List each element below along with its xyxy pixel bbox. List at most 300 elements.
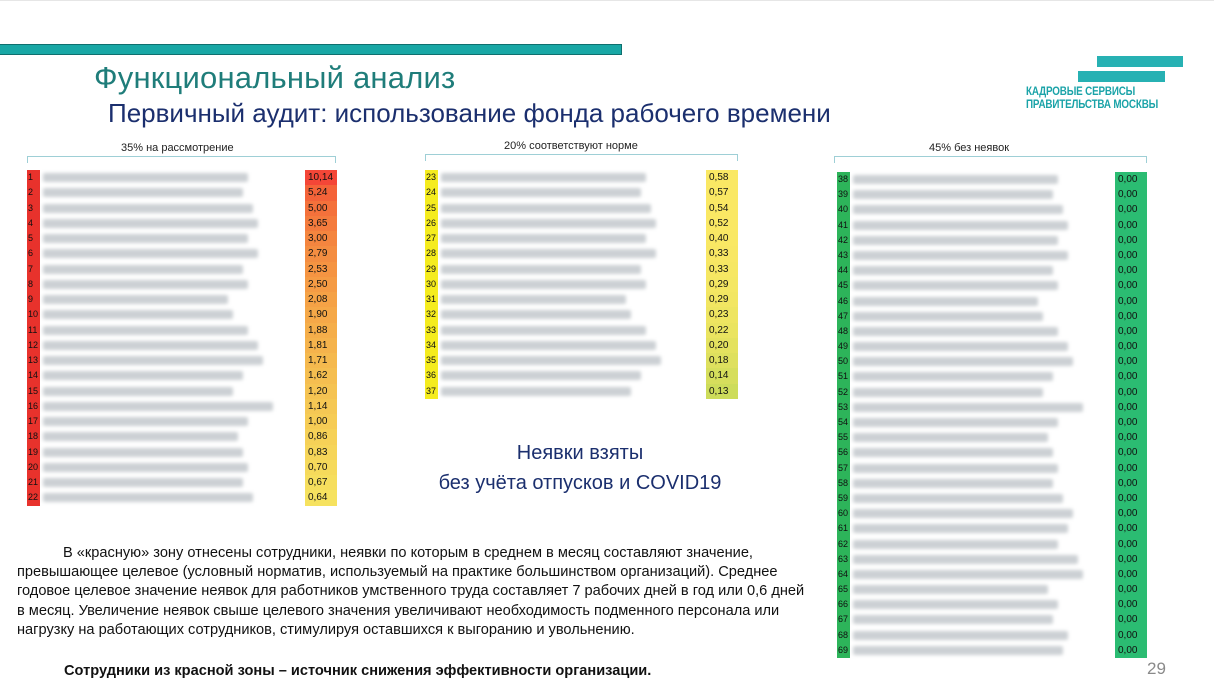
employee-name-blurred xyxy=(853,221,1068,230)
absence-value: 0,00 xyxy=(1115,415,1147,430)
table-row xyxy=(27,384,338,399)
logo-bar-1 xyxy=(1097,56,1183,67)
employee-name-blurred xyxy=(441,387,631,396)
red-group-bracket xyxy=(27,156,336,163)
employee-name-blurred xyxy=(853,312,1043,321)
explanation-paragraph xyxy=(17,544,807,640)
row-number: 42 xyxy=(837,233,850,248)
absence-value: 0,00 xyxy=(1115,476,1147,491)
employee-name-blurred xyxy=(853,205,1063,214)
absence-value: 0,00 xyxy=(1115,248,1147,263)
logo-line-2: ПРАВИТЕЛЬСТВА МОСКВЫ xyxy=(1026,97,1159,111)
table-row xyxy=(837,187,1149,202)
row-number: 27 xyxy=(425,231,438,246)
table-row xyxy=(837,202,1149,217)
absence-value: 0,00 xyxy=(1115,491,1147,506)
row-number: 37 xyxy=(425,384,438,399)
employee-name-blurred xyxy=(43,387,233,396)
row-number: 65 xyxy=(837,582,850,597)
employee-name-blurred xyxy=(853,555,1078,564)
employee-name-blurred xyxy=(853,540,1058,549)
row-number: 56 xyxy=(837,445,850,460)
row-number: 24 xyxy=(425,185,438,200)
row-number: 69 xyxy=(837,643,850,658)
employee-name-blurred xyxy=(43,249,258,258)
employee-name-blurred xyxy=(853,388,1043,397)
row-number: 55 xyxy=(837,430,850,445)
red-group-label: 35% на рассмотрение xyxy=(121,142,234,154)
row-number: 15 xyxy=(27,384,40,399)
employee-name-blurred xyxy=(441,356,661,365)
row-number: 1 xyxy=(27,170,40,185)
row-number: 39 xyxy=(837,187,850,202)
row-number: 48 xyxy=(837,324,850,339)
absence-value: 3,65 xyxy=(305,216,337,231)
row-number: 12 xyxy=(27,338,40,353)
absence-value: 0,67 xyxy=(305,475,337,490)
employee-name-blurred xyxy=(441,249,656,258)
table-row xyxy=(27,490,338,505)
table-row xyxy=(425,170,740,185)
table-row xyxy=(425,323,740,338)
absence-value: 0,00 xyxy=(1115,552,1147,567)
row-number: 31 xyxy=(425,292,438,307)
absence-value: 0,33 xyxy=(706,262,738,277)
employee-name-blurred xyxy=(853,494,1063,503)
absence-value: 0,70 xyxy=(305,460,337,475)
row-number: 50 xyxy=(837,354,850,369)
row-number: 64 xyxy=(837,567,850,582)
row-number: 60 xyxy=(837,506,850,521)
employee-name-blurred xyxy=(853,342,1068,351)
employee-name-blurred xyxy=(853,646,1063,655)
row-number: 43 xyxy=(837,248,850,263)
absence-value: 5,00 xyxy=(305,201,337,216)
absence-value: 0,57 xyxy=(706,185,738,200)
employee-name-blurred xyxy=(43,280,248,289)
employee-name-blurred xyxy=(441,234,646,243)
row-number: 8 xyxy=(27,277,40,292)
table-row xyxy=(837,324,1149,339)
absence-value: 10,14 xyxy=(305,170,337,185)
employee-name-blurred xyxy=(853,524,1068,533)
absence-value: 0,00 xyxy=(1115,582,1147,597)
absence-value: 0,00 xyxy=(1115,612,1147,627)
row-number: 41 xyxy=(837,218,850,233)
row-number: 57 xyxy=(837,461,850,476)
absence-value: 2,50 xyxy=(305,277,337,292)
absence-value: 2,79 xyxy=(305,246,337,261)
table-row xyxy=(27,445,338,460)
table-row xyxy=(27,277,338,292)
table-row xyxy=(837,445,1149,460)
table-row xyxy=(27,414,338,429)
row-number: 26 xyxy=(425,216,438,231)
absence-value: 0,00 xyxy=(1115,218,1147,233)
employee-name-blurred xyxy=(43,173,248,182)
absence-value: 0,54 xyxy=(706,201,738,216)
table-row xyxy=(27,460,338,475)
employee-name-blurred xyxy=(43,295,228,304)
table-row xyxy=(27,368,338,383)
absence-value: 1,20 xyxy=(305,384,337,399)
page-number: 29 xyxy=(1147,659,1166,678)
row-number: 47 xyxy=(837,309,850,324)
employee-name-blurred xyxy=(853,327,1058,336)
absence-value: 1,71 xyxy=(305,353,337,368)
table-row xyxy=(837,491,1149,506)
row-number: 44 xyxy=(837,263,850,278)
absence-value: 2,08 xyxy=(305,292,337,307)
absence-value: 0,52 xyxy=(706,216,738,231)
table-row xyxy=(425,216,740,231)
employee-name-blurred xyxy=(43,478,243,487)
employee-name-blurred xyxy=(43,417,248,426)
employee-name-blurred xyxy=(853,251,1068,260)
absence-value: 0,40 xyxy=(706,231,738,246)
employee-name-blurred xyxy=(43,448,243,457)
table-row xyxy=(837,628,1149,643)
absence-value: 0,00 xyxy=(1115,369,1147,384)
table-row xyxy=(837,233,1149,248)
table-row xyxy=(837,218,1149,233)
employee-name-blurred xyxy=(853,175,1058,184)
employee-name-blurred xyxy=(43,188,243,197)
top-divider xyxy=(0,0,1214,1)
table-row xyxy=(837,400,1149,415)
absence-value: 0,22 xyxy=(706,323,738,338)
note-line-2: без учёта отпусков и COVID19 xyxy=(438,472,722,494)
employee-name-blurred xyxy=(441,219,656,228)
absence-value: 1,81 xyxy=(305,338,337,353)
green-group-bracket xyxy=(834,156,1147,163)
employee-name-blurred xyxy=(441,188,641,197)
employee-name-blurred xyxy=(853,585,1048,594)
absence-value: 0,00 xyxy=(1115,400,1147,415)
green-group-label: 45% без неявок xyxy=(929,142,1010,154)
table-row xyxy=(27,246,338,261)
accent-bar xyxy=(0,44,622,55)
table-row xyxy=(425,231,740,246)
row-number: 54 xyxy=(837,415,850,430)
absence-value: 0,00 xyxy=(1115,537,1147,552)
absence-value: 0,00 xyxy=(1115,309,1147,324)
absence-value: 0,86 xyxy=(305,429,337,444)
row-number: 33 xyxy=(425,323,438,338)
employee-name-blurred xyxy=(853,570,1083,579)
table-row xyxy=(837,552,1149,567)
table-row xyxy=(27,475,338,490)
row-number: 7 xyxy=(27,262,40,277)
employee-name-blurred xyxy=(853,448,1053,457)
table-row xyxy=(425,368,740,383)
employee-name-blurred xyxy=(43,356,263,365)
employee-name-blurred xyxy=(43,463,248,472)
table-row xyxy=(425,201,740,216)
row-number: 17 xyxy=(27,414,40,429)
absence-value: 1,00 xyxy=(305,414,337,429)
table-row xyxy=(425,185,740,200)
row-number: 22 xyxy=(27,490,40,505)
table-row xyxy=(837,369,1149,384)
row-number: 11 xyxy=(27,323,40,338)
row-number: 52 xyxy=(837,385,850,400)
employee-name-blurred xyxy=(43,265,243,274)
absence-value: 5,24 xyxy=(305,185,337,200)
absence-value: 0,13 xyxy=(706,384,738,399)
employee-name-blurred xyxy=(853,281,1058,290)
row-number: 61 xyxy=(837,521,850,536)
row-number: 53 xyxy=(837,400,850,415)
employee-name-blurred xyxy=(853,297,1038,306)
table-row xyxy=(837,537,1149,552)
employee-name-blurred xyxy=(43,204,253,213)
absence-value: 2,53 xyxy=(305,262,337,277)
absence-value: 0,00 xyxy=(1115,324,1147,339)
absence-value: 0,29 xyxy=(706,292,738,307)
employee-name-blurred xyxy=(441,371,641,380)
employee-name-blurred xyxy=(441,310,631,319)
row-number: 63 xyxy=(837,552,850,567)
absence-value: 0,18 xyxy=(706,353,738,368)
table-row xyxy=(425,384,740,399)
row-number: 9 xyxy=(27,292,40,307)
table-row xyxy=(27,399,338,414)
row-number: 35 xyxy=(425,353,438,368)
row-number: 13 xyxy=(27,353,40,368)
table-row xyxy=(837,339,1149,354)
table-row xyxy=(837,354,1149,369)
row-number: 62 xyxy=(837,537,850,552)
table-row xyxy=(837,248,1149,263)
absence-value: 0,00 xyxy=(1115,278,1147,293)
row-number: 49 xyxy=(837,339,850,354)
logo-text xyxy=(1026,85,1158,111)
table-row xyxy=(837,582,1149,597)
row-number: 5 xyxy=(27,231,40,246)
absence-value: 0,00 xyxy=(1115,187,1147,202)
absence-value: 0,00 xyxy=(1115,567,1147,582)
absence-value: 0,00 xyxy=(1115,643,1147,658)
employee-name-blurred xyxy=(853,190,1053,199)
employee-name-blurred xyxy=(853,266,1053,275)
employee-name-blurred xyxy=(43,402,273,411)
page-title: Функциональный анализ xyxy=(94,60,456,95)
table-row xyxy=(837,430,1149,445)
table-row xyxy=(27,170,338,185)
row-number: 46 xyxy=(837,294,850,309)
absence-value: 0,29 xyxy=(706,277,738,292)
logo-line-1: КАДРОВЫЕ СЕРВИСЫ xyxy=(1026,84,1136,98)
table-row xyxy=(27,323,338,338)
absence-value: 0,00 xyxy=(1115,597,1147,612)
absence-value: 0,00 xyxy=(1115,172,1147,187)
employee-name-blurred xyxy=(853,418,1058,427)
yellow-group-label: 20% соответствуют норме xyxy=(504,140,638,152)
table-row xyxy=(837,172,1149,187)
row-number: 58 xyxy=(837,476,850,491)
absence-value: 1,88 xyxy=(305,323,337,338)
table-row xyxy=(837,309,1149,324)
table-row xyxy=(27,429,338,444)
red-zone-table xyxy=(27,170,338,506)
employee-name-blurred xyxy=(853,479,1053,488)
row-number: 18 xyxy=(27,429,40,444)
employee-name-blurred xyxy=(853,509,1073,518)
employee-name-blurred xyxy=(43,493,253,502)
row-number: 3 xyxy=(27,201,40,216)
absence-value: 0,00 xyxy=(1115,461,1147,476)
table-row xyxy=(425,338,740,353)
absence-value: 0,33 xyxy=(706,246,738,261)
absence-value: 0,00 xyxy=(1115,263,1147,278)
employee-name-blurred xyxy=(853,433,1048,442)
absence-value: 0,00 xyxy=(1115,506,1147,521)
employee-name-blurred xyxy=(853,403,1083,412)
row-number: 38 xyxy=(837,172,850,187)
absence-value: 0,00 xyxy=(1115,385,1147,400)
employee-name-blurred xyxy=(43,326,248,335)
table-row xyxy=(425,262,740,277)
yellow-zone-table xyxy=(425,170,740,399)
table-row xyxy=(27,292,338,307)
employee-name-blurred xyxy=(441,204,651,213)
employee-name-blurred xyxy=(43,432,238,441)
row-number: 45 xyxy=(837,278,850,293)
table-row xyxy=(837,385,1149,400)
table-row xyxy=(837,263,1149,278)
table-row xyxy=(837,415,1149,430)
row-number: 67 xyxy=(837,612,850,627)
table-row xyxy=(27,216,338,231)
row-number: 20 xyxy=(27,460,40,475)
absence-value: 1,90 xyxy=(305,307,337,322)
table-row xyxy=(425,246,740,261)
explanation-text: В «красную» зону отнесены сотрудники, неявки по которым в среднем в месяц составляют значение, превышающее целевое (условный норматив, используемый на практике большинством организаций). Среднее годовое целевое значение неявок для работников умственного труда составляет 7 рабочих дней в год или 0,6 дней в месяц. Увеличение неявок свыше целевого значения увеличивают необходимость подменного персонала или нагрузку на работающих сотрудников, стимулируя оставшихся к выгоранию и увольнению. xyxy=(17,545,805,638)
table-row xyxy=(837,567,1149,582)
row-number: 6 xyxy=(27,246,40,261)
absence-value: 0,23 xyxy=(706,307,738,322)
row-number: 16 xyxy=(27,399,40,414)
row-number: 29 xyxy=(425,262,438,277)
absence-value: 0,00 xyxy=(1115,445,1147,460)
absence-value: 0,83 xyxy=(305,445,337,460)
table-row xyxy=(837,476,1149,491)
employee-name-blurred xyxy=(441,341,656,350)
page-subtitle: Первичный аудит: использование фонда рабочего времени xyxy=(108,98,831,128)
table-row xyxy=(27,262,338,277)
table-row xyxy=(27,185,338,200)
employee-name-blurred xyxy=(441,326,646,335)
absence-value: 0,00 xyxy=(1115,354,1147,369)
note-title xyxy=(415,438,745,498)
table-row xyxy=(425,277,740,292)
table-row xyxy=(837,278,1149,293)
absence-value: 3,00 xyxy=(305,231,337,246)
logo-bar-2 xyxy=(1078,71,1165,82)
row-number: 32 xyxy=(425,307,438,322)
employee-name-blurred xyxy=(853,631,1068,640)
row-number: 36 xyxy=(425,368,438,383)
row-number: 21 xyxy=(27,475,40,490)
table-row xyxy=(837,597,1149,612)
absence-value: 1,62 xyxy=(305,368,337,383)
absence-value: 0,58 xyxy=(706,170,738,185)
row-number: 34 xyxy=(425,338,438,353)
row-number: 10 xyxy=(27,307,40,322)
table-row xyxy=(837,612,1149,627)
absence-value: 0,00 xyxy=(1115,202,1147,217)
absence-value: 0,00 xyxy=(1115,628,1147,643)
table-row xyxy=(27,338,338,353)
absence-value: 0,00 xyxy=(1115,430,1147,445)
employee-name-blurred xyxy=(853,464,1058,473)
employee-name-blurred xyxy=(441,295,626,304)
absence-value: 0,14 xyxy=(706,368,738,383)
table-row xyxy=(27,231,338,246)
conclusion-text: Сотрудники из красной зоны – источник снижения эффективности организации. xyxy=(64,663,652,679)
row-number: 51 xyxy=(837,369,850,384)
absence-value: 0,00 xyxy=(1115,294,1147,309)
table-row xyxy=(837,643,1149,658)
table-row xyxy=(425,292,740,307)
row-number: 14 xyxy=(27,368,40,383)
absence-value: 0,00 xyxy=(1115,339,1147,354)
table-row xyxy=(27,353,338,368)
row-number: 23 xyxy=(425,170,438,185)
row-number: 28 xyxy=(425,246,438,261)
table-row xyxy=(27,201,338,216)
employee-name-blurred xyxy=(43,219,258,228)
table-row xyxy=(837,461,1149,476)
table-row xyxy=(837,294,1149,309)
employee-name-blurred xyxy=(441,265,641,274)
yellow-group-bracket xyxy=(425,154,738,161)
employee-name-blurred xyxy=(853,600,1058,609)
table-row xyxy=(837,521,1149,536)
absence-value: 0,00 xyxy=(1115,233,1147,248)
row-number: 68 xyxy=(837,628,850,643)
employee-name-blurred xyxy=(853,236,1058,245)
row-number: 40 xyxy=(837,202,850,217)
table-row xyxy=(425,307,740,322)
green-zone-table xyxy=(837,172,1149,658)
employee-name-blurred xyxy=(853,372,1053,381)
employee-name-blurred xyxy=(441,173,646,182)
absence-value: 0,64 xyxy=(305,490,337,505)
employee-name-blurred xyxy=(853,357,1073,366)
note-line-1: Неявки взяты xyxy=(516,442,644,464)
absence-value: 0,20 xyxy=(706,338,738,353)
absence-value: 1,14 xyxy=(305,399,337,414)
employee-name-blurred xyxy=(43,371,243,380)
employee-name-blurred xyxy=(43,341,258,350)
row-number: 59 xyxy=(837,491,850,506)
employee-name-blurred xyxy=(853,615,1053,624)
row-number: 4 xyxy=(27,216,40,231)
employee-name-blurred xyxy=(441,280,646,289)
row-number: 30 xyxy=(425,277,438,292)
table-row xyxy=(425,353,740,368)
table-row xyxy=(837,506,1149,521)
row-number: 25 xyxy=(425,201,438,216)
employee-name-blurred xyxy=(43,310,233,319)
employee-name-blurred xyxy=(43,234,248,243)
table-row xyxy=(27,307,338,322)
row-number: 2 xyxy=(27,185,40,200)
absence-value: 0,00 xyxy=(1115,521,1147,536)
row-number: 66 xyxy=(837,597,850,612)
